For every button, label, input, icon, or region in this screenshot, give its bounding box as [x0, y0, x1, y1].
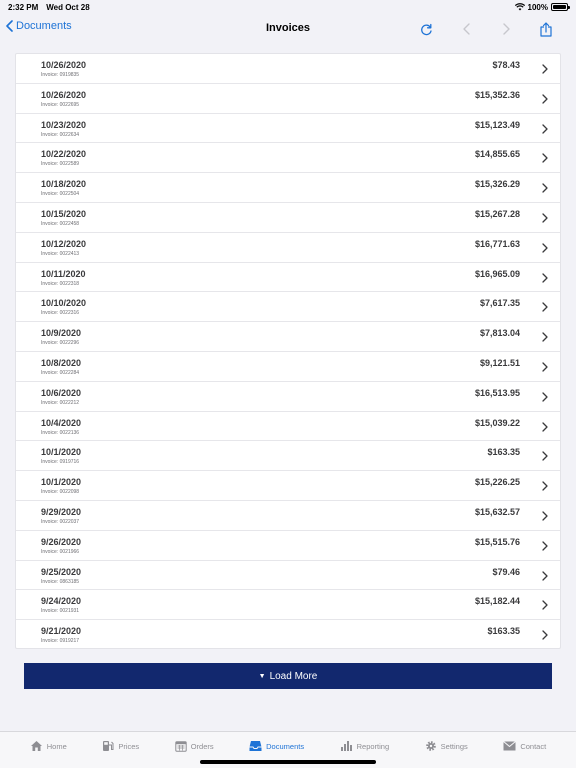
invoice-number-value: 0022212 — [59, 399, 80, 406]
invoice-number — [41, 102, 79, 108]
invoice-date: 10/26/2020 — [41, 89, 87, 100]
chevron-right-icon — [542, 243, 548, 253]
tab-prices[interactable] — [102, 732, 139, 760]
bar-chart-icon — [340, 740, 353, 752]
invoice-number-value: 0022136 — [59, 429, 80, 436]
invoice-number-value: 0022695 — [59, 101, 80, 108]
invoice-number — [41, 400, 79, 406]
invoice-date: 10/4/2020 — [41, 417, 82, 428]
invoice-date: 10/9/2020 — [41, 328, 82, 339]
invoice-number — [41, 459, 79, 465]
invoice-amount: $79.46 — [492, 566, 520, 577]
invoice-amount: $15,352.36 — [474, 89, 520, 100]
invoice-number — [41, 579, 79, 585]
invoice-date: 10/6/2020 — [41, 387, 82, 398]
invoice-amount: $163.35 — [487, 447, 520, 458]
invoice-amount: $16,771.63 — [474, 238, 520, 249]
gas-pump-icon — [102, 740, 114, 752]
invoice-amount: $15,515.76 — [474, 536, 520, 547]
invoice-prefix: Invoice: — [41, 608, 59, 615]
invoice-number — [41, 251, 79, 257]
invoice-number-value: 0022316 — [59, 310, 80, 317]
chevron-right-icon — [542, 541, 548, 551]
chevron-right-icon — [542, 571, 548, 581]
invoice-number-value: 0919716 — [59, 459, 80, 466]
invoice-row[interactable] — [16, 143, 560, 173]
invoice-number — [41, 340, 79, 346]
invoice-date: 10/22/2020 — [41, 149, 87, 160]
invoice-prefix: Invoice: — [41, 369, 59, 376]
invoice-number — [41, 72, 79, 78]
status-time: 2:32 PM — [8, 2, 39, 12]
invoice-number — [41, 489, 79, 495]
invoice-prefix: Invoice: — [41, 72, 59, 78]
invoice-row[interactable] — [16, 84, 560, 114]
invoice-number — [41, 430, 79, 436]
chevron-right-icon — [542, 392, 548, 402]
invoice-number-value: 0919835 — [59, 72, 80, 78]
status-bar — [0, 0, 576, 14]
invoice-prefix: Invoice: — [41, 489, 59, 496]
invoice-prefix: Invoice: — [41, 578, 59, 585]
invoice-prefix: Invoice: — [41, 399, 59, 406]
navigation-bar — [0, 14, 576, 44]
inbox-icon — [249, 740, 262, 752]
tab-documents[interactable] — [249, 732, 304, 760]
chevron-right-icon — [542, 362, 548, 372]
invoice-amount: $163.35 — [487, 626, 520, 637]
invoice-prefix: Invoice: — [41, 518, 59, 525]
tab-home[interactable] — [30, 732, 67, 760]
load-more-label: Load More — [269, 670, 318, 682]
home-icon — [30, 740, 43, 752]
invoice-number-value: 0021966 — [59, 548, 80, 555]
invoice-date: 10/15/2020 — [41, 208, 87, 219]
tab-contact[interactable] — [503, 732, 546, 760]
tab-label: Prices — [118, 741, 140, 751]
battery-percent: 100% — [527, 2, 548, 12]
share-icon — [540, 22, 552, 37]
invoice-row[interactable] — [16, 501, 560, 531]
tab-label: Orders — [190, 741, 214, 751]
invoice-prefix: Invoice: — [41, 548, 59, 555]
previous-button[interactable] — [446, 19, 486, 39]
battery-icon — [551, 3, 568, 11]
tab-reporting[interactable] — [340, 732, 390, 760]
invoice-row[interactable] — [16, 263, 560, 293]
invoice-date: 10/18/2020 — [41, 179, 87, 190]
invoice-amount: $15,326.29 — [474, 179, 520, 190]
chevron-right-icon — [542, 94, 548, 104]
chevron-left-icon — [6, 20, 13, 32]
chevron-right-icon — [542, 153, 548, 163]
envelope-icon — [503, 741, 516, 751]
back-button[interactable] — [6, 20, 72, 32]
invoice-prefix: Invoice: — [41, 220, 59, 227]
invoice-amount: $15,123.49 — [474, 119, 520, 130]
invoice-amount: $15,039.22 — [474, 417, 520, 428]
invoice-date: 9/29/2020 — [41, 506, 82, 517]
invoice-row[interactable] — [16, 203, 560, 233]
invoice-amount: $7,617.35 — [479, 298, 520, 309]
next-button[interactable] — [486, 19, 526, 39]
invoice-date: 10/8/2020 — [41, 357, 82, 368]
invoice-row[interactable] — [16, 54, 560, 84]
invoice-amount: $15,632.57 — [474, 506, 520, 517]
invoice-number — [41, 370, 79, 376]
refresh-button[interactable] — [406, 19, 446, 39]
invoice-number — [41, 638, 79, 644]
invoice-date: 9/25/2020 — [41, 566, 82, 577]
invoice-number-value: 0022318 — [59, 280, 80, 287]
chevron-right-icon — [542, 273, 548, 283]
invoice-prefix: Invoice: — [41, 250, 59, 257]
invoice-number-value: 0022413 — [59, 250, 80, 257]
invoice-number-value: 0022037 — [59, 518, 80, 525]
back-label: Documents — [16, 20, 72, 32]
tab-label: Contact — [520, 741, 547, 751]
invoice-row[interactable] — [16, 412, 560, 442]
invoice-number-value: 0021931 — [59, 608, 80, 615]
invoice-number — [41, 549, 79, 555]
invoice-date: 10/10/2020 — [41, 298, 87, 309]
invoice-date: 9/26/2020 — [41, 536, 82, 547]
tab-label: Documents — [266, 741, 305, 751]
invoice-number — [41, 132, 79, 138]
invoice-number-value: 0022458 — [59, 220, 80, 227]
chevron-left-icon — [463, 23, 470, 35]
caret-down-icon: ▼ — [258, 672, 266, 680]
invoice-row[interactable] — [16, 471, 560, 501]
load-more-button[interactable] — [24, 663, 552, 689]
invoice-number-value: 0919217 — [59, 638, 80, 645]
tab-orders[interactable] — [175, 732, 214, 760]
invoice-number — [41, 221, 79, 227]
invoice-number-value: 0022504 — [59, 191, 80, 198]
invoice-amount: $16,965.09 — [474, 268, 520, 279]
invoice-number — [41, 191, 79, 197]
invoice-prefix: Invoice: — [41, 340, 59, 347]
invoice-amount: $15,267.28 — [474, 208, 520, 219]
invoice-row[interactable] — [16, 590, 560, 620]
invoice-prefix: Invoice: — [41, 310, 59, 317]
tab-label: Reporting — [356, 741, 390, 751]
invoice-amount: $15,226.25 — [474, 477, 520, 488]
invoice-number-value: 0022589 — [59, 161, 80, 168]
chevron-right-icon — [542, 332, 548, 342]
invoice-date: 10/23/2020 — [41, 119, 87, 130]
calendar-icon — [175, 740, 187, 752]
invoice-prefix: Invoice: — [41, 280, 59, 287]
invoice-row[interactable] — [16, 173, 560, 203]
chevron-right-icon — [542, 481, 548, 491]
invoice-row[interactable] — [16, 352, 560, 382]
status-date: Wed Oct 28 — [46, 2, 90, 12]
invoice-date: 9/21/2020 — [41, 626, 82, 637]
invoice-list — [15, 53, 561, 649]
invoice-date: 10/1/2020 — [41, 447, 82, 458]
refresh-icon — [420, 23, 433, 36]
invoice-amount: $78.43 — [492, 60, 520, 70]
invoice-date: 10/26/2020 — [41, 60, 87, 70]
invoice-row[interactable] — [16, 292, 560, 322]
invoice-number — [41, 281, 79, 287]
chevron-right-icon — [542, 213, 548, 223]
invoice-number-value: 0022634 — [59, 131, 80, 138]
chevron-right-icon — [542, 64, 548, 74]
page-title: Invoices — [265, 22, 311, 34]
wifi-icon — [515, 3, 525, 11]
invoice-number-value: 0022296 — [59, 340, 80, 347]
invoice-row[interactable] — [16, 441, 560, 471]
chevron-right-icon — [542, 630, 548, 640]
status-right — [515, 3, 568, 12]
home-indicator — [200, 760, 376, 764]
invoice-number — [41, 519, 79, 525]
invoice-amount: $14,855.65 — [474, 149, 520, 160]
invoice-row[interactable] — [16, 531, 560, 561]
invoice-row[interactable] — [16, 382, 560, 412]
invoice-number-value: 0022284 — [59, 369, 80, 376]
chevron-right-icon — [542, 511, 548, 521]
invoice-number — [41, 608, 79, 614]
tab-label: Home — [46, 741, 67, 751]
invoice-prefix: Invoice: — [41, 459, 59, 466]
invoice-row[interactable] — [16, 620, 560, 650]
invoice-prefix: Invoice: — [41, 191, 59, 198]
invoice-amount: $9,121.51 — [479, 357, 520, 368]
invoice-date: 9/24/2020 — [41, 596, 82, 607]
invoice-number — [41, 310, 79, 316]
invoice-prefix: Invoice: — [41, 101, 59, 108]
invoice-prefix: Invoice: — [41, 429, 59, 436]
chevron-right-icon — [542, 183, 548, 193]
chevron-right-icon — [542, 124, 548, 134]
chevron-right-icon — [542, 600, 548, 610]
invoice-prefix: Invoice: — [41, 131, 59, 138]
invoice-date: 10/12/2020 — [41, 238, 87, 249]
invoice-number — [41, 161, 79, 167]
invoice-row[interactable] — [16, 561, 560, 591]
invoice-row[interactable] — [16, 322, 560, 352]
invoice-amount: $16,513.95 — [474, 387, 520, 398]
chevron-right-icon — [542, 302, 548, 312]
chevron-right-icon — [542, 422, 548, 432]
invoice-prefix: Invoice: — [41, 638, 59, 645]
invoice-date: 10/11/2020 — [41, 268, 86, 279]
invoice-prefix: Invoice: — [41, 161, 59, 168]
chevron-right-icon — [503, 23, 510, 35]
invoice-number-value: 0022098 — [59, 489, 80, 496]
invoice-date: 10/1/2020 — [41, 477, 82, 488]
gear-icon — [425, 740, 437, 752]
tab-settings[interactable] — [425, 732, 468, 760]
nav-actions — [406, 19, 566, 39]
invoice-amount: $15,182.44 — [474, 596, 520, 607]
invoice-row[interactable] — [16, 233, 560, 263]
invoice-row[interactable] — [16, 114, 560, 144]
tab-label: Settings — [440, 741, 468, 751]
invoice-number-value: 0863185 — [59, 578, 80, 585]
chevron-right-icon — [542, 451, 548, 461]
invoice-amount: $7,813.04 — [479, 328, 520, 339]
share-button[interactable] — [526, 19, 566, 39]
